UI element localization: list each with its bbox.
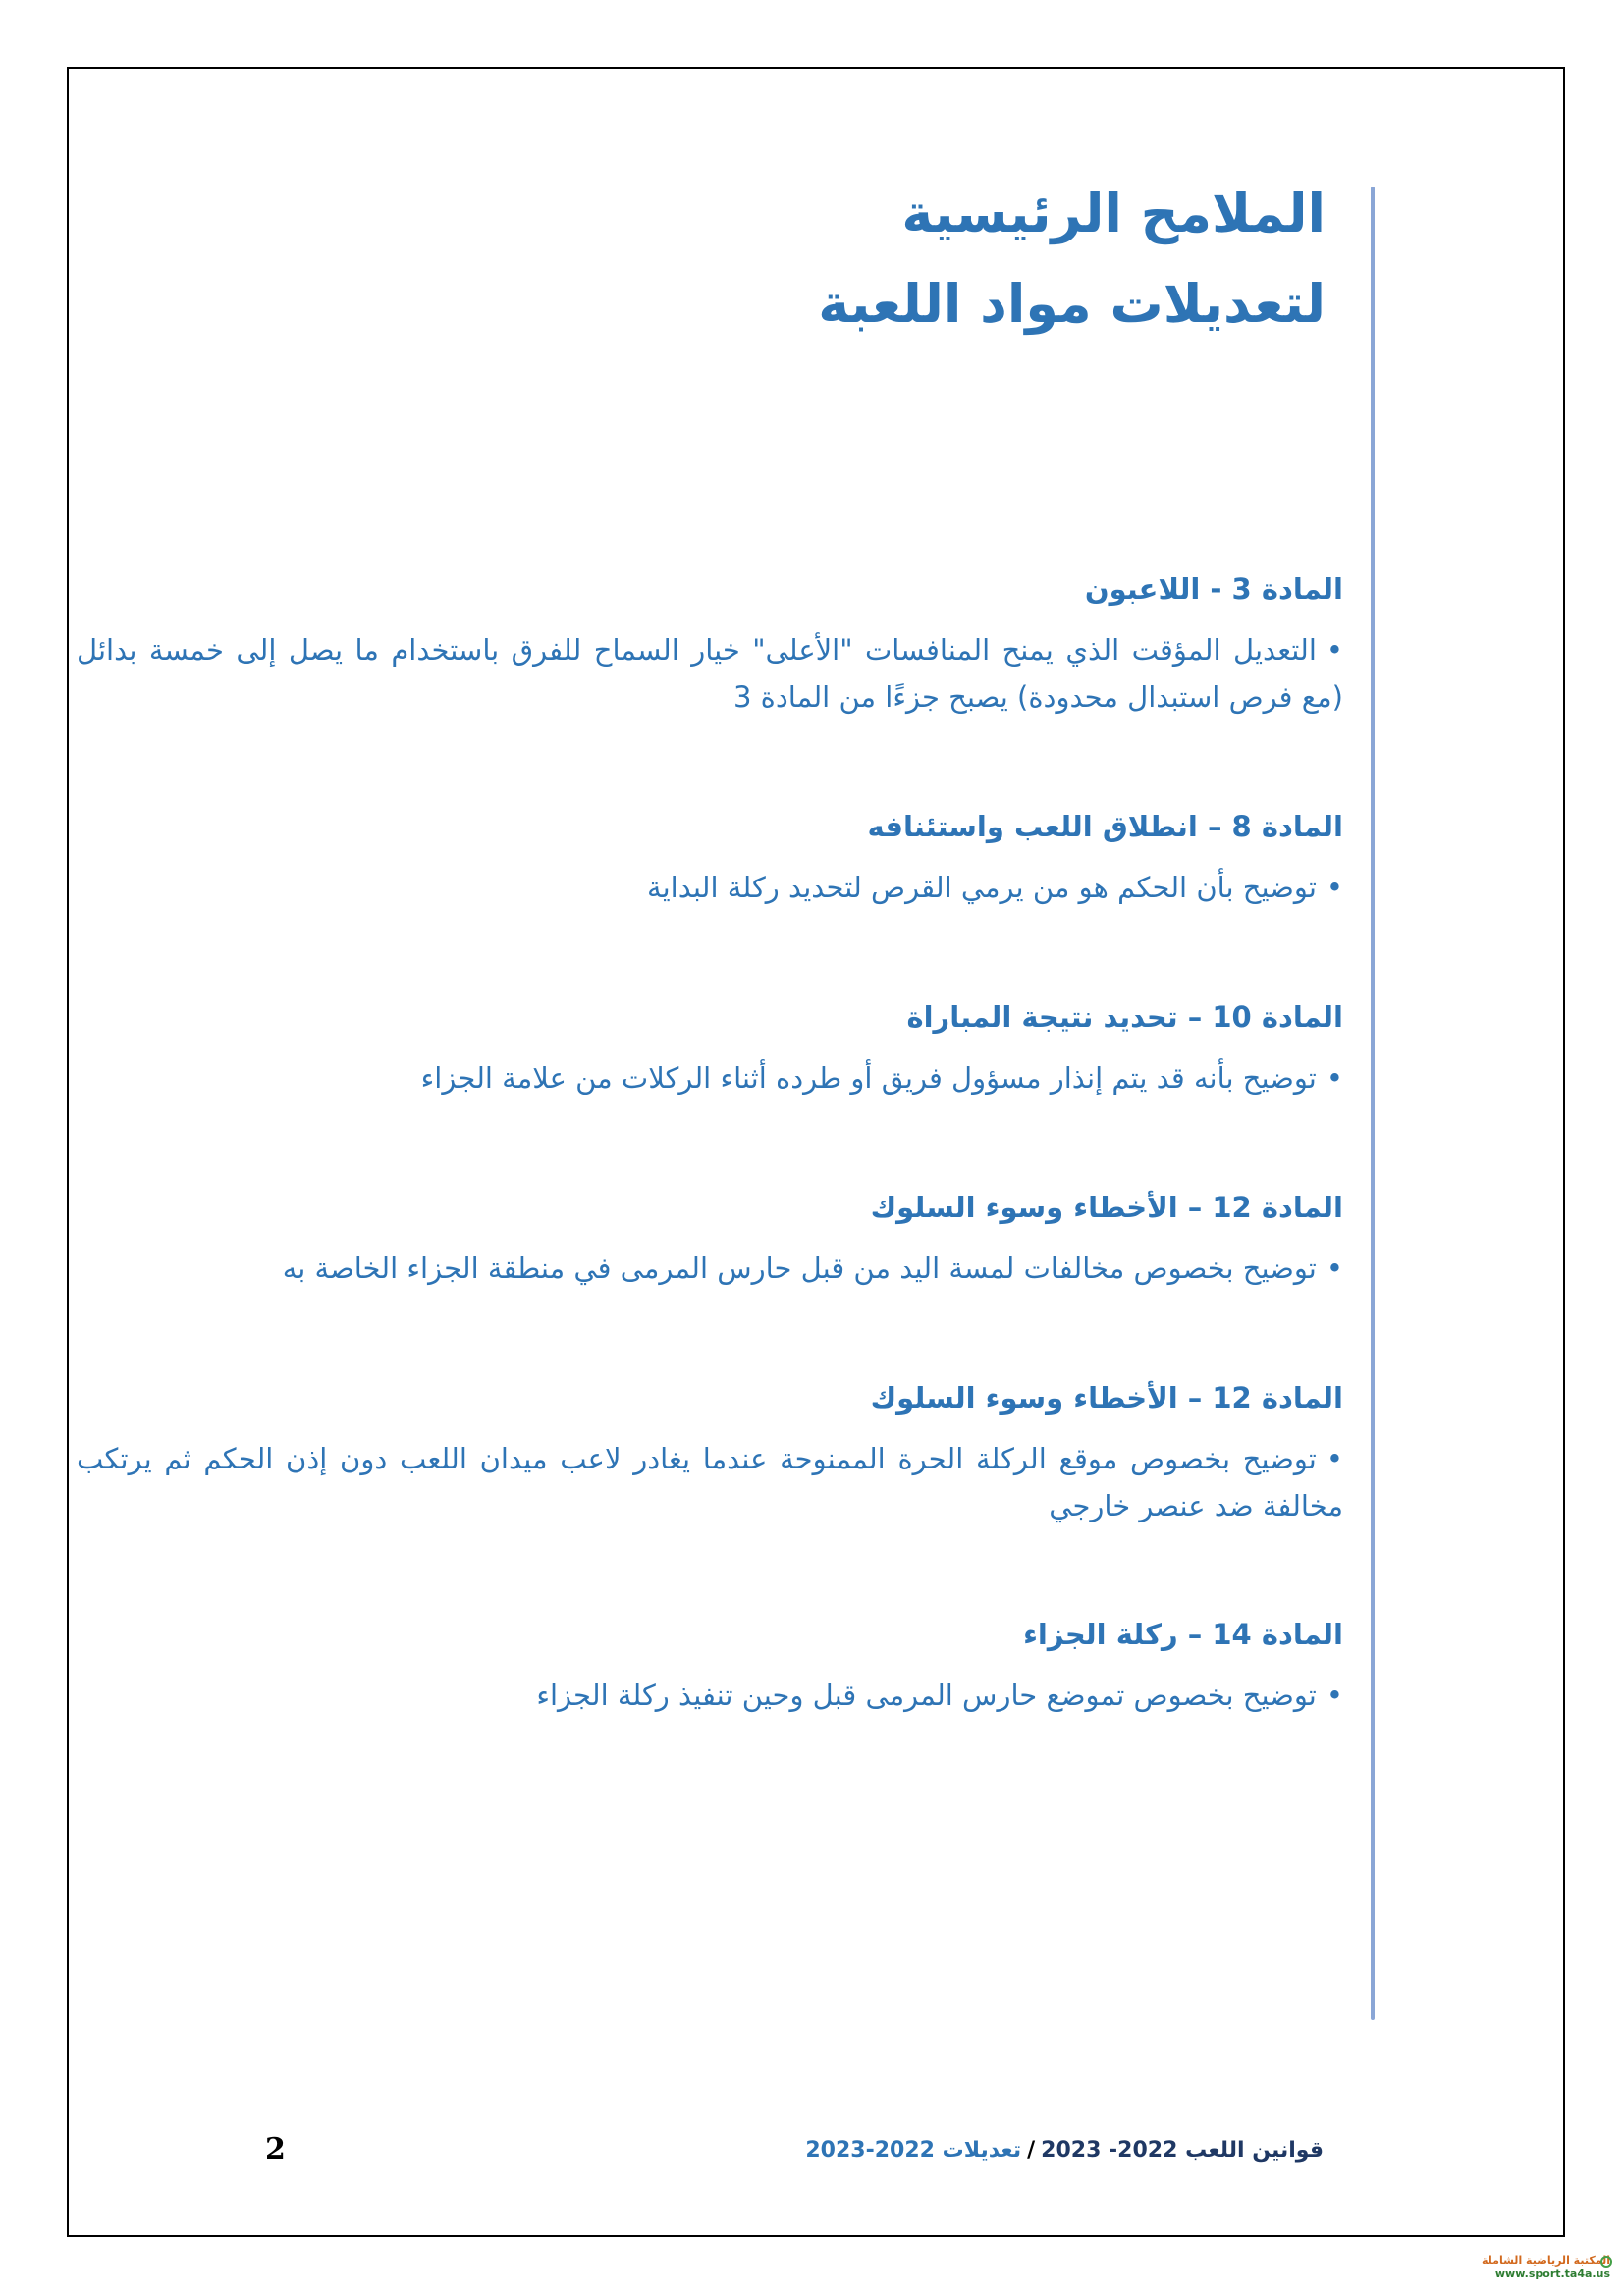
section-heading: المادة 12 – الأخطاء وسوء السلوك xyxy=(870,1381,1343,1415)
page-title xyxy=(818,169,1326,349)
bullet-icon: • xyxy=(1326,1442,1343,1475)
section-heading: المادة 10 – تحديد نتيجة المباراة xyxy=(906,1000,1343,1034)
section-law-10 xyxy=(77,995,1343,1101)
bullet-icon: • xyxy=(1326,871,1343,904)
section-heading: المادة 14 – ركلة الجزاء xyxy=(1023,1618,1343,1651)
section-law-12-handball xyxy=(77,1186,1343,1292)
side-rule xyxy=(1371,187,1375,2020)
watermark-logo-icon xyxy=(1600,2256,1612,2268)
section-heading: المادة 8 – انطلاق اللعب واستئنافه xyxy=(867,810,1343,843)
section-heading: المادة 3 - اللاعبون xyxy=(1084,572,1343,606)
section-law-14 xyxy=(77,1613,1343,1719)
section-body xyxy=(77,1245,1343,1292)
section-text: توضيح بخصوص موقع الركلة الحرة الممنوحة عندما يغادر لاعب ميدان اللعب دون إذن الحكم ثم يرتكب مخالفة ضد عنصر خارجي xyxy=(77,1442,1343,1522)
section-law-12-free-kick xyxy=(77,1376,1343,1529)
section-body xyxy=(77,1054,1343,1101)
section-heading: المادة 12 – الأخطاء وسوء السلوك xyxy=(870,1191,1343,1224)
section-text: توضيح بخصوص مخالفات لمسة اليد من قبل حارس المرمى في منطقة الجزاء الخاصة به xyxy=(282,1252,1317,1285)
footer-separator: / xyxy=(1027,2138,1036,2163)
section-body xyxy=(77,864,1343,911)
bullet-icon: • xyxy=(1326,1061,1343,1095)
page-title-line-2: لتعديلات مواد اللعبة xyxy=(818,273,1326,335)
section-body xyxy=(77,626,1343,721)
footer-title-part-2: تعديلات 2022-2023 xyxy=(805,2138,1022,2163)
section-body xyxy=(77,1672,1343,1719)
bullet-icon: • xyxy=(1326,633,1343,667)
section-law-3 xyxy=(77,567,1343,721)
section-text: توضيح بخصوص تموضع حارس المرمى قبل وحين تنفيذ ركلة الجزاء xyxy=(536,1679,1317,1712)
footer-title xyxy=(805,2138,1324,2163)
bullet-icon: • xyxy=(1326,1252,1343,1285)
section-law-8 xyxy=(77,805,1343,911)
page-number: 2 xyxy=(265,2132,286,2166)
page-frame xyxy=(67,67,1565,2237)
watermark-name: المكتبة الرياضية الشاملة xyxy=(1482,2254,1610,2267)
watermark xyxy=(1482,2254,1610,2281)
section-text: توضيح بأنه قد يتم إنذار مسؤول فريق أو طرده أثناء الركلات من علامة الجزاء xyxy=(420,1061,1317,1095)
section-body xyxy=(77,1435,1343,1529)
watermark-url: www.sport.ta4a.us xyxy=(1494,2268,1610,2280)
section-text: توضيح بأن الحكم هو من يرمي القرص لتحديد ركلة البداية xyxy=(647,871,1317,904)
bullet-icon: • xyxy=(1326,1679,1343,1712)
page-title-line-1: الملامح الرئيسية xyxy=(901,183,1326,244)
section-text: التعديل المؤقت الذي يمنح المنافسات "الأعلى" خيار السماح للفرق باستخدام ما يصل إلى خمسة بدائل (مع فرص استبدال محدودة) يصبح جزءًا من المادة 3 xyxy=(77,633,1343,714)
footer-title-part-1: قوانين اللعب 2022- 2023 xyxy=(1041,2138,1324,2163)
